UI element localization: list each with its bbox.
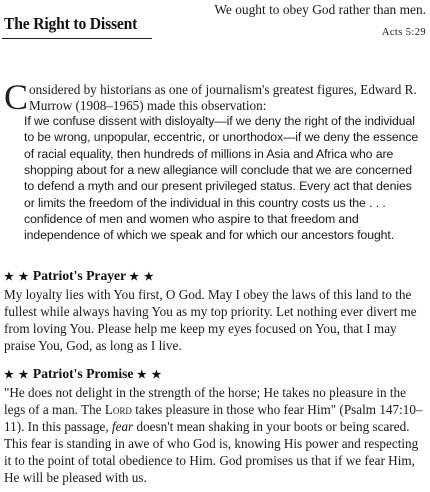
fear-emphasis: fear [111,418,134,434]
promise-text-part-2: takes pleasure in those who fear Him" (Psalm 147:10–11). In this passage, [4,401,423,434]
epigraph [186,1,426,41]
drop-cap: C [4,77,29,117]
promise-text-part-1: "He does not delight in the strength of the horse; He takes no pleasure in the legs of a man. The [4,385,407,417]
epigraph-quote: We ought to obey God rather than men. [214,2,426,17]
title-underline [2,38,152,39]
promise-text [4,385,426,486]
star-icon: ★ ★ [129,271,155,283]
promise-heading [4,366,162,382]
prayer-text: My loyalty lies with You first, O God. May I obey the laws of this land to the fullest while always having You as my top priority. Let nothing ever divert me from loving You. Please help me keep my eyes focused on You, that I may praise You, God, as long as I live. [4,287,417,353]
epigraph-reference: Acts 5:29 [381,27,426,38]
page-title: The Right to Dissent [4,14,138,33]
lord-small-caps: Lord [104,401,132,417]
promise-heading-label: Patriot's Promise [32,366,134,381]
star-icon: ★ ★ [4,369,30,381]
star-icon: ★ ★ [4,271,30,283]
promise-text-part-3: doesn't mean shaking in your boots or being scared. This fear is standing in awe of who God is, knowing His power and respecting it to the point of total obedience to Him. God promises us that if we fear Him, He will be pleased with us. [4,418,419,485]
star-icon: ★ ★ [136,369,163,381]
murrow-quote: If we confuse dissent with disloyalty—if we deny the right of the individual to be wrong, unpopular, eccentric, or unorthodox—if we deny the essence of racial equality, then hundreds of millions in Asia and Africa who are shopping about for a new allegiance will conclude that we are concerned to defend a myth and our present privileged status. Every act that denies or limits the freedom of the individual in this country costs us the . . . confidence of men and women who aspire to that freedom and independence of which we speak and for which our ancestors fought. [24,114,419,243]
prayer-heading [4,268,155,284]
intro-paragraph [4,77,424,117]
intro-text: onsidered by historians as one of journalism's greatest figures, Edward R. Murrow (1908–1965) made this observation: [29,82,417,114]
prayer-heading-label: Patriot's Prayer [32,268,126,283]
